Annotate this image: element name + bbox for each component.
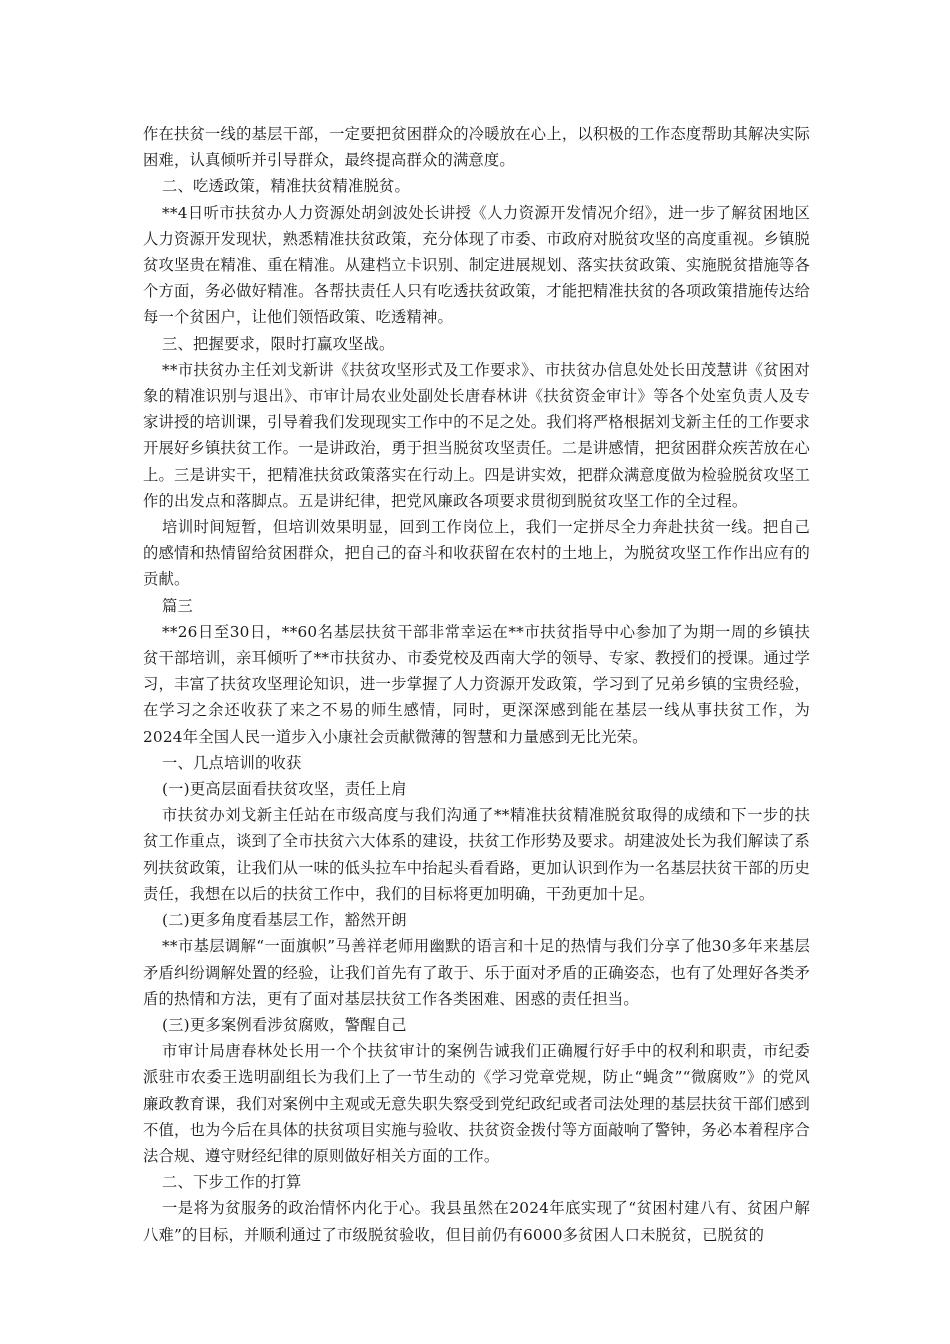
section-title-7: 篇三 [162,596,193,615]
heading-16: 二、下步工作的打算 [162,1173,302,1192]
subheading-12: (二)更多角度看基层工作，豁然开朗 [162,911,407,930]
paragraph-5: **市扶贫办主任刘戈新讲《扶贫攻坚形式及工作要求》、市扶贫办信息处处长田茂慧讲《贫困对象的精准识别与退出》、市审计局农业处副处长唐春林讲《扶贫资金审计》等各个处室负责人及专家讲授的培训课，引导着我们发现现实工作中的不足之处。我们将严格根据刘戈新主任的工作要求开展好乡镇扶贫工作。一是讲政治，勇于担当脱贫攻坚责任。二是讲感情，把贫困群众疾苦放在心上。三是讲实干，把精准扶贫政策落实在行动上。四是讲实效，把群众满意度做为检验脱贫攻坚工作的出发点和落脚点。五是讲纪律，把党风廉政各项要求贯彻到脱贫攻坚工作的全过程。 [143,360,810,510]
paragraph-3: **4日听市扶贫办人力资源处胡剑波处长讲授《人力资源开发情况介绍》，进一步了解贫困地区人力资源开发现状，熟悉精准扶贫政策，充分体现了市委、市政府对脱贫攻坚的高度重视。乡镇脱贫攻坚贵在精准、重在精准。从建档立卡识别、制定进展规划、落实扶贫政策、实施脱贫措施等各个方面，务必做好精准。各帮扶责任人只有吃透扶贫政策，才能把精准扶贫的各项政策措施传达给每一个贫困户，让他们领悟政策、吃透精神。 [143,203,810,327]
heading-4: 三、把握要求，限时打赢攻坚战。 [162,334,395,353]
paragraph-15: 市审计局唐春林处长用一个个扶贫审计的案例告诫我们正确履行好手中的权利和职责，市纪委派驻市农委王选明副组长为我们上了一节生动的《学习党章党规，防止“蝇贪”“微腐败”》的党风廉政教育课，我们对案例中主观或无意失职失察受到党纪政纪或者司法处理的基层扶贫干部们感到不值，也为今后在具体的扶贫项目实施与验收、扶贫资金拨付等方面敲响了警钟，务必本着程序合法合规、遵守财经纪律的原则做好相关方面的工作。 [143,1042,810,1165]
subheading-10: (一)更高层面看扶贫攻坚，责任上肩 [162,780,407,799]
paragraph-1: 作在扶贫一线的基层干部，一定要把贫困群众的冷暖放在心上，以积极的工作态度帮助其解决实际困难，认真倾听并引导群众，最终提高群众的满意度。 [143,125,810,170]
paragraph-11: 市扶贫办刘戈新主任站在市级高度与我们沟通了**精准扶贫精准脱贫取得的成绩和下一步的扶贫工作重点，谈到了全市扶贫六大体系的建设，扶贫工作形势及要求。胡建波处长为我们解读了系列扶贫政策，让我们从一味的低头拉车中抬起头看看路，更加认识到作为一名基层扶贫干部的历史责任，我想在以后的扶贫工作中，我们的目标将更加明确，干劲更加十足。 [143,806,810,903]
paragraph-13: **市基层调解“一面旗帜”马善祥老师用幽默的语言和十足的热情与我们分享了他30多年来基层矛盾纠纷调解处置的经验，让我们首先有了敢于、乐于面对矛盾的正确姿态，也有了处理好各类矛盾的热情和方法，更有了面对基层扶贫工作各类困难、困惑的责任担当。 [143,937,810,1008]
heading-9: 一、几点培训的收获 [162,753,302,772]
heading-2: 二、吃透政策，精准扶贫精准脱贫。 [162,177,410,196]
paragraph-17: 一是将为贫服务的政治情怀内化于心。我县虽然在2024年底实现了“贫困村建八有、贫困户解八难”的目标，并顺利通过了市级脱贫验收，但目前仍有6000多贫困人口未脱贫，已脱贫的 [143,1199,810,1244]
paragraph-6: 培训时间短暂，但培训效果明显，回到工作岗位上，我们一定拼尽全力奔赴扶贫一线。把自己的感情和热情留给贫困群众，把自己的奋斗和收获留在农村的土地上，为脱贫攻坚工作作出应有的贡献。 [143,518,810,589]
subheading-14: (三)更多案例看涉贫腐败，警醒自己 [162,1015,407,1034]
paragraph-8: **26日至30日，**60名基层扶贫干部非常幸运在**市扶贫指导中心参加了为期一周的乡镇扶贫干部培训，亲耳倾听了**市扶贫办、市委党校及西南大学的领导、专家、教授们的授课。通过学习，丰富了扶贫攻坚理论知识，进一步掌握了人力资源开发政策，学习到了兄弟乡镇的宝贵经验，在学习之余还收获了来之不易的师生感情，同时，更深深感到能在基层一线从事扶贫工作，为2024年全国人民一道步入小康社会贡献微薄的智慧和力量感到无比光荣。 [143,622,810,746]
document-page [143,121,810,1248]
